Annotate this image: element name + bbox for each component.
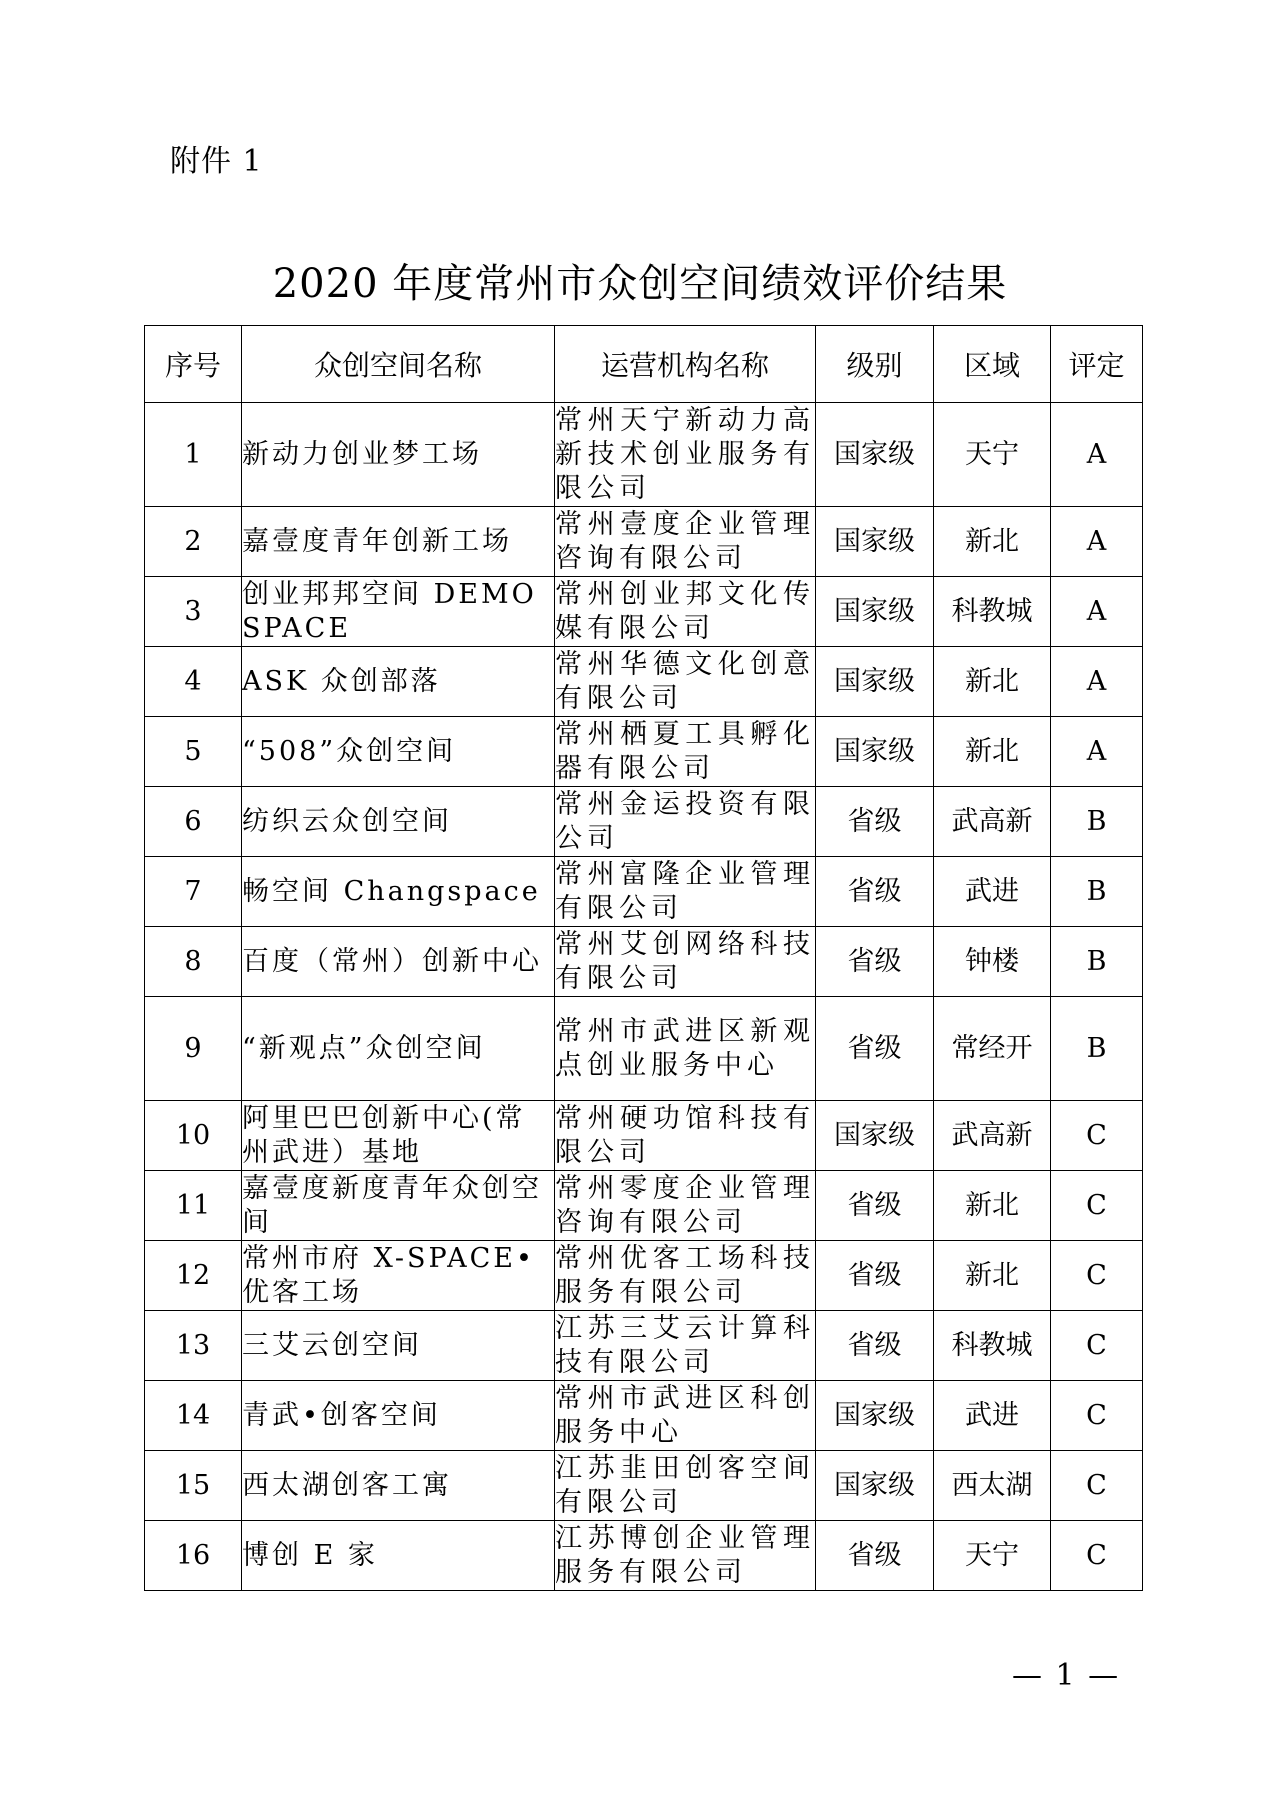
table-row: [145, 997, 1143, 1101]
cell-level: 国家级: [816, 577, 934, 647]
cell-district: 西太湖: [934, 1451, 1051, 1521]
cell-space-name: 纺织云众创空间: [242, 787, 555, 857]
cell-rating: A: [1051, 647, 1143, 717]
cell-space-name: 新动力创业梦工场: [242, 403, 555, 507]
table-row: [145, 403, 1143, 507]
results-table: [144, 325, 1143, 1591]
cell-district: 新北: [934, 717, 1051, 787]
header-rating: 评定: [1051, 326, 1143, 403]
cell-index: 8: [145, 927, 242, 997]
cell-level: 省级: [816, 787, 934, 857]
table-row: [145, 1241, 1143, 1311]
cell-district: 天宁: [934, 403, 1051, 507]
cell-index: 4: [145, 647, 242, 717]
cell-rating: C: [1051, 1451, 1143, 1521]
cell-index: 14: [145, 1381, 242, 1451]
table-row: [145, 577, 1143, 647]
cell-operator: 江苏韭田创客空间有限公司: [555, 1451, 816, 1521]
cell-operator: 常州市武进区科创服务中心: [555, 1381, 816, 1451]
table-row: [145, 1171, 1143, 1241]
table-row: [145, 857, 1143, 927]
cell-rating: C: [1051, 1311, 1143, 1381]
table-row: [145, 507, 1143, 577]
cell-rating: A: [1051, 717, 1143, 787]
table-row: [145, 1451, 1143, 1521]
cell-level: 国家级: [816, 717, 934, 787]
cell-space-name: 青武•创客空间: [242, 1381, 555, 1451]
cell-operator: 常州金运投资有限公司: [555, 787, 816, 857]
cell-operator: 常州富隆企业管理有限公司: [555, 857, 816, 927]
header-space-name: 众创空间名称: [242, 326, 555, 403]
cell-level: 省级: [816, 1521, 934, 1591]
page-number: — 1 —: [1012, 1658, 1121, 1693]
cell-index: 3: [145, 577, 242, 647]
cell-rating: A: [1051, 403, 1143, 507]
cell-operator: 常州艾创网络科技有限公司: [555, 927, 816, 997]
cell-operator: 常州华德文化创意有限公司: [555, 647, 816, 717]
cell-district: 武高新: [934, 787, 1051, 857]
cell-index: 12: [145, 1241, 242, 1311]
cell-level: 国家级: [816, 1451, 934, 1521]
cell-operator: 常州创业邦文化传媒有限公司: [555, 577, 816, 647]
cell-space-name: 嘉壹度新度青年众创空间: [242, 1171, 555, 1241]
cell-space-name: 创业邦邦空间 DEMO SPACE: [242, 577, 555, 647]
table-row: [145, 1521, 1143, 1591]
cell-rating: B: [1051, 997, 1143, 1101]
table-row: [145, 927, 1143, 997]
cell-operator: 常州市武进区新观点创业服务中心: [555, 997, 816, 1101]
header-level: 级别: [816, 326, 934, 403]
cell-operator: 常州硬功馆科技有限公司: [555, 1101, 816, 1171]
cell-space-name: ASK 众创部落: [242, 647, 555, 717]
cell-index: 6: [145, 787, 242, 857]
cell-district: 武高新: [934, 1101, 1051, 1171]
cell-rating: C: [1051, 1381, 1143, 1451]
cell-district: 新北: [934, 1241, 1051, 1311]
table-row: [145, 717, 1143, 787]
cell-space-name: 三艾云创空间: [242, 1311, 555, 1381]
cell-rating: C: [1051, 1171, 1143, 1241]
cell-space-name: 百度（常州）创新中心: [242, 927, 555, 997]
cell-rating: B: [1051, 927, 1143, 997]
cell-district: 新北: [934, 507, 1051, 577]
cell-operator: 江苏博创企业管理服务有限公司: [555, 1521, 816, 1591]
cell-index: 5: [145, 717, 242, 787]
cell-level: 国家级: [816, 507, 934, 577]
cell-space-name: 博创 E 家: [242, 1521, 555, 1591]
cell-operator: 常州壹度企业管理咨询有限公司: [555, 507, 816, 577]
cell-space-name: “新观点”众创空间: [242, 997, 555, 1101]
cell-district: 钟楼: [934, 927, 1051, 997]
header-operator: 运营机构名称: [555, 326, 816, 403]
cell-rating: A: [1051, 507, 1143, 577]
cell-rating: B: [1051, 857, 1143, 927]
cell-level: 省级: [816, 997, 934, 1101]
table-row: [145, 787, 1143, 857]
cell-operator: 常州零度企业管理咨询有限公司: [555, 1171, 816, 1241]
cell-index: 1: [145, 403, 242, 507]
cell-rating: C: [1051, 1241, 1143, 1311]
cell-level: 国家级: [816, 647, 934, 717]
document-title: 2020 年度常州市众创空间绩效评价结果: [272, 261, 1008, 307]
cell-level: 国家级: [816, 1101, 934, 1171]
cell-rating: B: [1051, 787, 1143, 857]
cell-space-name: 嘉壹度青年创新工场: [242, 507, 555, 577]
cell-district: 新北: [934, 647, 1051, 717]
cell-level: 省级: [816, 1171, 934, 1241]
cell-index: 13: [145, 1311, 242, 1381]
cell-level: 国家级: [816, 403, 934, 507]
cell-level: 省级: [816, 857, 934, 927]
cell-index: 16: [145, 1521, 242, 1591]
cell-district: 天宁: [934, 1521, 1051, 1591]
table-row: [145, 647, 1143, 717]
cell-operator: 常州优客工场科技服务有限公司: [555, 1241, 816, 1311]
table-row: [145, 1311, 1143, 1381]
cell-operator: 常州天宁新动力高新技术创业服务有限公司: [555, 403, 816, 507]
cell-space-name: “508”众创空间: [242, 717, 555, 787]
table-row: [145, 1381, 1143, 1451]
cell-district: 武进: [934, 1381, 1051, 1451]
cell-rating: C: [1051, 1101, 1143, 1171]
cell-district: 科教城: [934, 577, 1051, 647]
header-index: 序号: [145, 326, 242, 403]
cell-index: 15: [145, 1451, 242, 1521]
table-header-row: [145, 326, 1143, 403]
header-district: 区域: [934, 326, 1051, 403]
cell-index: 10: [145, 1101, 242, 1171]
cell-district: 新北: [934, 1171, 1051, 1241]
cell-index: 9: [145, 997, 242, 1101]
cell-level: 省级: [816, 927, 934, 997]
cell-index: 7: [145, 857, 242, 927]
cell-rating: A: [1051, 577, 1143, 647]
attachment-label: 附件 1: [170, 144, 263, 179]
cell-index: 2: [145, 507, 242, 577]
cell-operator: 常州栖夏工具孵化器有限公司: [555, 717, 816, 787]
cell-space-name: 西太湖创客工寓: [242, 1451, 555, 1521]
cell-space-name: 畅空间 Changspace: [242, 857, 555, 927]
cell-district: 常经开: [934, 997, 1051, 1101]
cell-level: 省级: [816, 1241, 934, 1311]
table-row: [145, 1101, 1143, 1171]
cell-level: 省级: [816, 1311, 934, 1381]
cell-space-name: 常州市府 X-SPACE•优客工场: [242, 1241, 555, 1311]
cell-level: 国家级: [816, 1381, 934, 1451]
cell-index: 11: [145, 1171, 242, 1241]
cell-operator: 江苏三艾云计算科技有限公司: [555, 1311, 816, 1381]
cell-district: 科教城: [934, 1311, 1051, 1381]
cell-space-name: 阿里巴巴创新中心(常州武进）基地: [242, 1101, 555, 1171]
cell-rating: C: [1051, 1521, 1143, 1591]
cell-district: 武进: [934, 857, 1051, 927]
